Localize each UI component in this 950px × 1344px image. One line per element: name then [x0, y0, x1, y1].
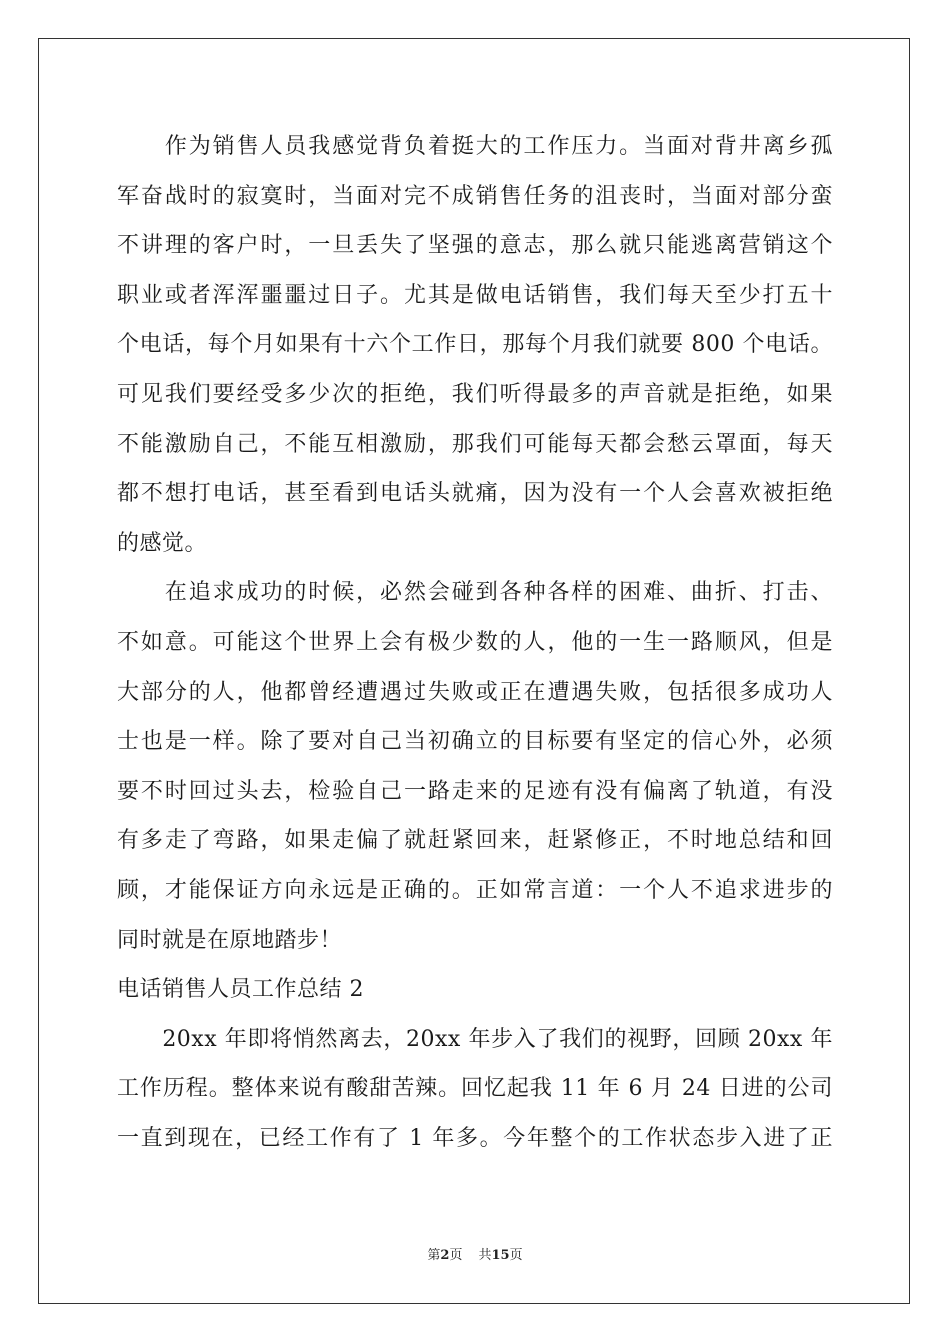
page-prefix: 第 [427, 1248, 441, 1263]
text-line: 都不想打电话，甚至看到电话头就痛，因为没有一个人会喜欢被拒绝 [117, 481, 833, 507]
text-line: 职业或者浑浑噩噩过日子。尤其是做电话销售，我们每天至少打五十 [117, 282, 833, 308]
text-line: 可见我们要经受多少次的拒绝，我们听得最多的声音就是拒绝，如果 [117, 381, 833, 407]
text-line: 一直到现在，已经工作有了 1 年多。今年整个的工作状态步入进了正 [117, 1125, 833, 1151]
text-line: 在追求成功的时候，必然会碰到各种各样的困难、曲折、打击、 [117, 580, 833, 606]
document-body [117, 122, 833, 1163]
total-pages: 15 [491, 1248, 510, 1263]
page-number [427, 1248, 462, 1263]
text-line: 有多走了弯路，如果走偏了就赶紧回来，赶紧修正，不时地总结和回 [117, 828, 833, 854]
text-line: 20xx 年即将悄然离去，20xx 年步入了我们的视野，回顾 20xx 年 [117, 1026, 833, 1052]
text-line: 同时就是在原地踏步！ [117, 927, 343, 953]
text-line: 大部分的人，他都曾经遭遇过失败或正在遭遇失败，包括很多成功人 [117, 679, 833, 705]
section-heading: 电话销售人员工作总结 2 [117, 977, 364, 1003]
page-total [478, 1248, 522, 1263]
page-suffix: 页 [449, 1248, 463, 1263]
total-suffix: 页 [509, 1248, 523, 1263]
page-footer [0, 1246, 950, 1266]
text-line: 不能激励自己，不能互相激励，那我们可能每天都会愁云罩面，每天 [117, 431, 833, 457]
text-line: 不讲理的客户时，一旦丢失了坚强的意志，那么就只能逃离营销这个 [117, 233, 833, 259]
text-line: 的感觉。 [117, 530, 208, 556]
text-line: 作为销售人员我感觉背负着挺大的工作压力。当面对背井离乡孤 [117, 134, 833, 159]
text-line: 军奋战时的寂寞时，当面对完不成销售任务的沮丧时，当面对部分蛮 [117, 183, 833, 209]
text-line: 不如意。可能这个世界上会有极少数的人，他的一生一路顺风，但是 [117, 629, 833, 655]
text-line: 要不时回过头去，检验自己一路走来的足迹有没有偏离了轨道，有没 [117, 778, 833, 804]
text-line: 士也是一样。除了要对自己当初确立的目标要有坚定的信心外，必须 [117, 729, 833, 755]
text-line: 个电话，每个月如果有十六个工作日，那每个月我们就要 800 个电话。 [117, 332, 833, 358]
total-prefix: 共 [478, 1248, 492, 1263]
text-line: 工作历程。整体来说有酸甜苦辣。回忆起我 11 年 6 月 24 日进的公司 [117, 1076, 833, 1102]
page-current: 2 [440, 1248, 450, 1263]
text-line: 顾，才能保证方向永远是正确的。正如常言道：一个人不追求进步的 [117, 877, 833, 903]
